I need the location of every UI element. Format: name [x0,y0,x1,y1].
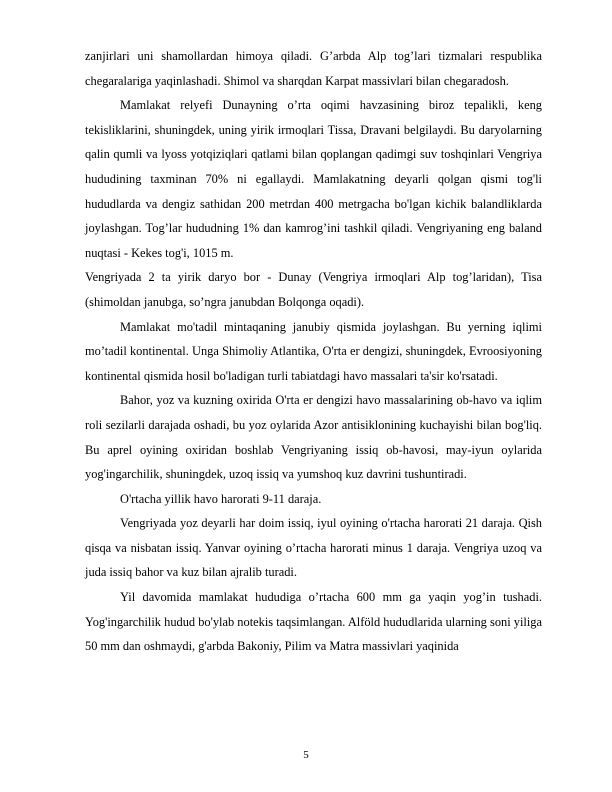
paragraph-seasons: Vengriyada yoz deyarli har doim issiq, iyul oyining o'rtacha harorati 21 daraja. Qish qisqa va nisbatan issiq. Yanvar oyining o’rtacha harorati minus 1 daraja. Vengriya uzoq va juda issiq bahor va kuz bilan ajralib turadi. [85,516,542,580]
paragraph-annual-temperature: O'rtacha yillik havo harorati 9-11 daraja. [120,491,322,506]
paragraph-rivers: Vengriyada 2 ta yirik daryo bor - Dunay (Vengriya irmoqlari Alp tog’laridan), Tisa (shimoldan janubga, so’ngra janubdan Bolqonga oqadi). [85,270,542,309]
paragraph-climate-zone: Mamlakat mo'tadil mintaqaning janubiy qismida joylashgan. Bu yerning iqlimi mo’tadil kontinental. Unga Shimoliy Atlantika, O'rta er dengizi, shuningdek, Evroosiyoning kontinental qismida hosil bo'ladigan turli tabiatdagi havo massalari ta'sir ko'rsatadi. [85,319,542,383]
paragraph-relief: Mamlakat relyefi Dunayning o’rta oqimi havzasining biroz tepalikli, keng tekisliklarini, shuningdek, uning yirik irmoqlari Tissa, Dravani belgilaydi. Bu daryolarning qalin qumli va lyoss yotqiziqlari qatlami bilan qoplangan qadimgi suv toshqinlari Vengriya hududining taxminan 70% ni egallaydi. Mamlakatning deyarli qolgan qismi tog'li hududlarda va dengiz sathidan 200 metrdan 400 metrgacha bo'lgan kichik balandliklarda joylashgan. Tog’lar hududning 1% dan kamrog’ini tashkil qiladi. Vengriyaning eng baland nuqtasi - Kekes tog'i, 1015 m. [85,98,542,260]
page-number: 5 [303,749,309,761]
paragraph-precipitation: Yil davomida mamlakat hududiga o’rtacha 600 mm ga yaqin yog’in tushadi. Yog'ingarchilik hudud bo'ylab notekis taqsimlangan. Alföld hududlarida ularning soni yiliga 50 mm dan oshmaydi, g'arbda Bakoniy, Pilim va Matra massivlari yaqinida [85,590,542,654]
document-body [85,44,542,659]
paragraph-continuation: zanjirlari uni shamollardan himoya qiladi. G’arbda Alp tog’lari tizmalari respublika chegaralariga yaqinlashadi. Shimol va sharqdan Karpat massivlari bilan chegaradosh. [85,49,542,88]
paragraph-air-masses: Bahor, yoz va kuzning oxirida O'rta er dengizi havo massalarining ob-havo va iqlim roli sezilarli darajada oshadi, bu yoz oylarida Azor antisiklonining kuchayishi bilan bog'liq. Bu aprel oyining oxiridan boshlab Vengriyaning issiq ob-havosi, may-iyun oylarida yog'ingarchilik, shuningdek, uzoq issiq va yumshoq kuz davrini tushuntiradi. [85,393,542,482]
